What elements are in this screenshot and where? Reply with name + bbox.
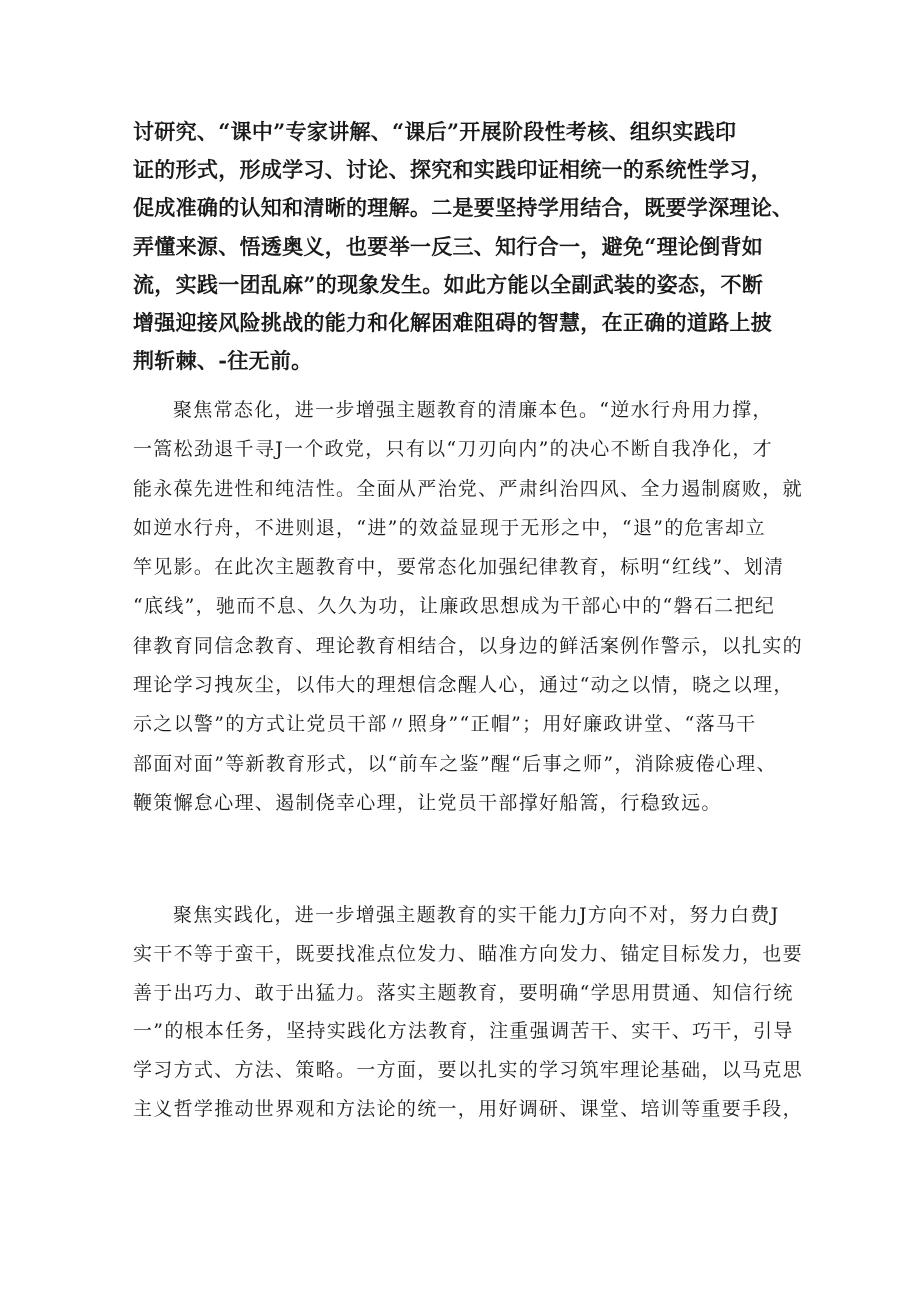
paragraph-1-line-4: 弄懂来源、悟透奥义，也要举一反三、知行合一，避免“理论倒背如: [133, 233, 764, 259]
paragraph-2-line-7: 律教育同信念教育、理论教育相结合，以身边的鲜活案例作警示，以扎实的: [133, 634, 803, 657]
paragraph-2-line-1: 聚焦常态化，进一步增强主题教育的清廉本色。“逆水行舟用力撑，: [173, 399, 773, 421]
paragraph-1-line-7: 荆斩棘、-往无前。: [133, 348, 313, 374]
paragraph-2-line-3: 能永葆先进性和纯洁性。全面从严治党、严肃纠治四风、全力遏制腐败，就: [133, 477, 803, 500]
paragraph-1: [133, 113, 798, 380]
paragraph-3-line-4: 一”的根本任务，坚持实践化方法教育，注重强调苦干、实干、巧干，引导: [133, 1020, 794, 1043]
paragraph-2-line-11: 鞭策懈怠心理、遏制侥幸心理，让党员干部撑好船篙，行稳致远。: [133, 791, 722, 814]
paragraph-2-line-5: 竿见影。在此次主题教育中，要常态化加强纪律教育，标明“红线”、划清: [133, 556, 785, 579]
paragraph-1-line-6: 增强迎接风险挑战的能力和化解困难阻碍的智慧，在正确的道路上披: [133, 309, 772, 335]
paragraph-1-line-5: 流，实践一团乱麻”的现象发生。如此方能以全副武装的姿态，不断: [133, 271, 764, 297]
paragraph-3-line-1: 聚焦实践化，进一步增强主题教育的实干能力J方向不对，努力白费J: [173, 904, 780, 926]
paragraph-2-line-2: 一篙松劲退千寻J一个政党，只有以“刀刃向内”的决心不断自我净化，才: [133, 438, 773, 461]
paragraph-1-line-3: 促成准确的认知和清晰的理解。二是要坚持学用结合，既要学深理论、: [133, 195, 794, 221]
paragraph-2-line-10: 部面对面”等新教育形式，以“前车之鉴”醒“后事之师”，消除疲倦心理、: [133, 752, 777, 775]
paragraph-2: [133, 391, 803, 823]
paragraph-3: [133, 896, 803, 1129]
paragraph-3-line-5: 学习方式、方法、策略。一方面，要以扎实的学习筑牢理论基础，以马克思: [133, 1059, 803, 1082]
paragraph-3-line-3: 善于出巧力、敢于出猛力。落实主题教育，要明确“学思用贯通、知信行统: [133, 981, 794, 1004]
paragraph-1-line-1: 讨研究、“课中”专家讲解、“课后”开展阶段性考核、组织实践印: [133, 119, 737, 144]
paragraph-1-line-2: 证的形式，形成学习、讨论、探究和实践印证相统一的系统性学习，: [133, 157, 772, 183]
paragraph-2-line-4: 如逆水行舟，不进则退，“进”的效益显现于无形之中，“退”的危害却立: [133, 516, 766, 539]
paragraph-3-line-6: 主义哲学推动世界观和方法论的统一，用好调研、课堂、培训等重要手段，: [133, 1097, 803, 1120]
paragraph-3-line-2: 实干不等于蛮干，既要找准点位发力、瞄准方向发力、锚定目标发力，也要: [133, 942, 803, 965]
paragraph-2-line-8: 理论学习拽灰尘，以伟大的理想信念醒人心，通过“动之以情，晓之以理，: [133, 674, 794, 697]
paragraph-2-line-9: 示之以警”的方式让党员干部〃照身”“正帽”；用好廉政讲堂、“落马干: [133, 713, 757, 736]
paragraph-2-line-6: “底线”，驰而不息、久久为功，让廉政思想成为干部心中的“磐石二把纪: [133, 595, 776, 618]
